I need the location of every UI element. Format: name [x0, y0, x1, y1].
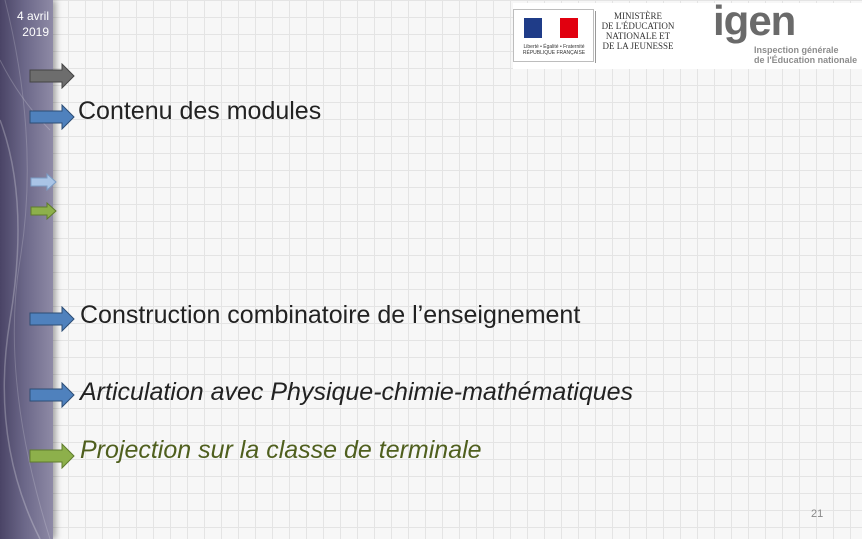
- blue-arrow-icon: [28, 306, 76, 332]
- date-line-2: 2019: [22, 25, 49, 39]
- item-construction: Construction combinatoire de l’enseignement: [80, 301, 581, 329]
- marianne-logo: [513, 9, 594, 62]
- igen-subtitle: Inspection générale de l'Éducation nationale: [754, 45, 858, 65]
- header-logos: [513, 0, 862, 69]
- light-blue-arrow-icon: [30, 173, 58, 191]
- page-number: 21: [811, 508, 824, 520]
- republic-name: RÉPUBLIQUE FRANÇAISE: [522, 50, 586, 56]
- item-articulation: Articulation avec Physique-chimie-mathématiques: [80, 378, 634, 406]
- republic-motto: Liberté • Égalité • Fraternité: [523, 44, 585, 50]
- french-flag-icon: [524, 18, 578, 38]
- ministry-name: MINISTÈRE DE L'ÉDUCATION NATIONALE ET DE LA JEUNESSE: [595, 11, 680, 63]
- blue-arrow-icon: [28, 382, 76, 408]
- blue-arrow-icon: [28, 104, 76, 130]
- green-small-arrow-icon: [30, 202, 58, 220]
- item-contenu-modules: Contenu des modules: [78, 97, 322, 125]
- igen-logo: igen: [713, 0, 796, 44]
- item-projection: Projection sur la classe de terminale: [80, 436, 482, 464]
- slide-date: [0, 8, 49, 40]
- green-arrow-icon: [28, 443, 76, 469]
- gray-arrow-icon: [28, 63, 76, 89]
- date-line-1: 4 avril: [16, 9, 49, 23]
